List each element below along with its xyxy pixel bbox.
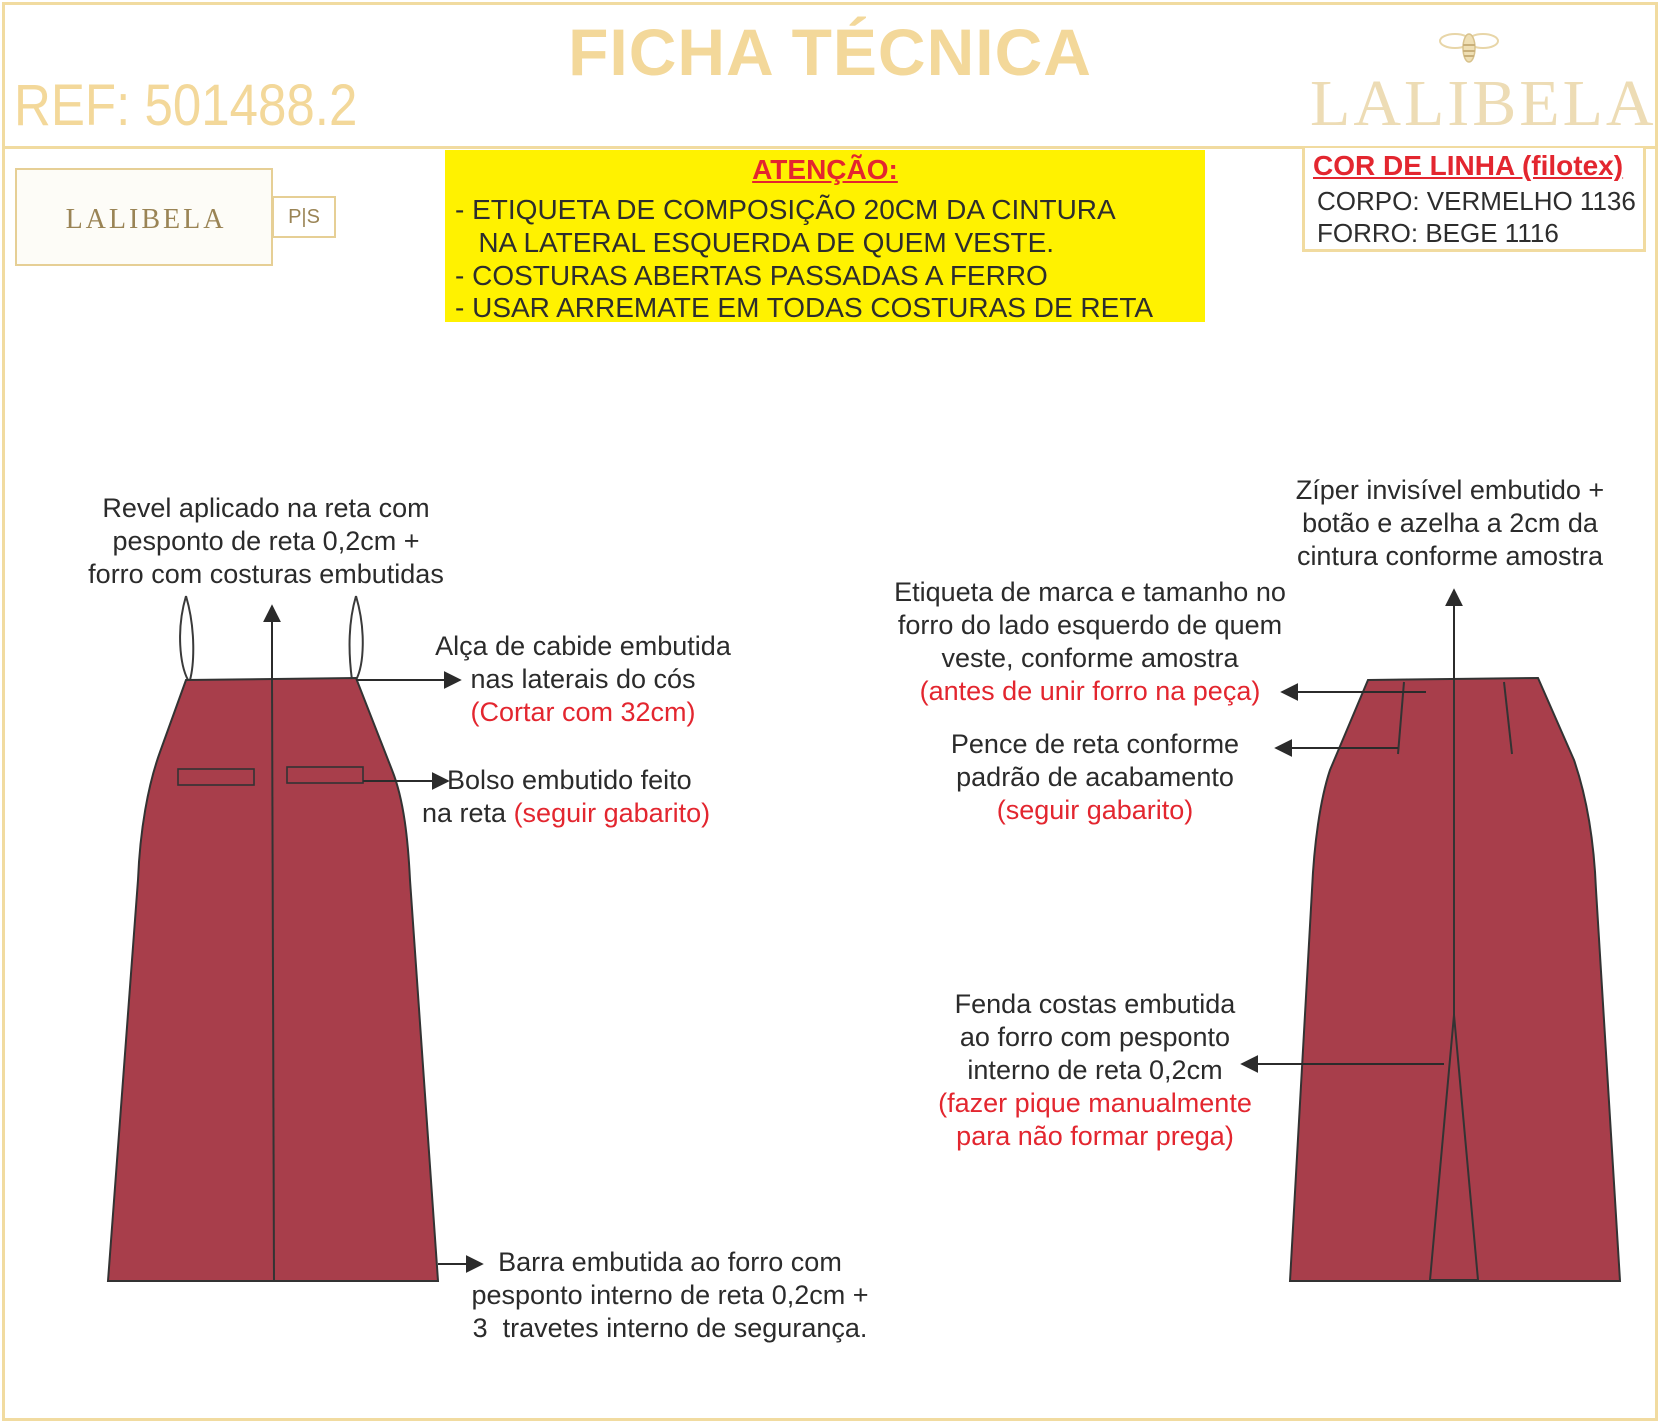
- note-line: Etiqueta de marca e tamanho no: [894, 577, 1286, 607]
- note-alca: [418, 630, 748, 729]
- brand-logo: LALIBELA: [1310, 67, 1657, 140]
- note-line: Barra embutida ao forro com: [498, 1247, 842, 1277]
- hanger-loop-left: [180, 596, 188, 680]
- attention-line: - COSTURAS ABERTAS PASSADAS A FERRO: [455, 260, 1048, 291]
- note-line-red: (seguir gabarito): [996, 795, 1194, 825]
- attention-title: ATENÇÃO:: [752, 154, 898, 185]
- front-skirt: [108, 596, 438, 1281]
- back-skirt: [1290, 678, 1620, 1281]
- thread-color-body: CORPO: VERMELHO 1136: [1317, 186, 1636, 216]
- attention-line: - USAR ARREMATE EM TODAS COSTURAS DE RETA: [455, 292, 1154, 323]
- note-line-red: para não formar prega): [956, 1121, 1234, 1151]
- note-line: padrão de acabamento: [956, 762, 1234, 792]
- note-line-red: (fazer pique manualmente: [938, 1088, 1252, 1118]
- note-line: nas laterais do cós: [470, 664, 696, 694]
- note-line-red: (seguir gabarito): [513, 798, 711, 828]
- thread-color-title: COR DE LINHA (filotex): [1313, 150, 1624, 181]
- note-line: Zíper invisível embutido +: [1295, 475, 1605, 505]
- note-line: Fenda costas embutida: [954, 989, 1236, 1019]
- note-line: Pence de reta conforme: [950, 729, 1240, 759]
- note-line: pesponto de reta 0,2cm +: [112, 526, 420, 556]
- note-line: forro com costuras embutidas: [88, 559, 444, 589]
- note-line-red: (Cortar com 32cm): [470, 697, 696, 727]
- note-line: cintura conforme amostra: [1296, 541, 1604, 571]
- note-bolso: [422, 764, 710, 830]
- note-line-red: (antes de unir forro na peça): [919, 676, 1261, 706]
- note-line: 3 travetes interno de segurança.: [472, 1313, 868, 1343]
- attention-line: NA LATERAL ESQUERDA DE QUEM VESTE.: [455, 227, 1055, 258]
- note-line: ao forro com pesponto: [959, 1022, 1231, 1052]
- note-line: pesponto interno de reta 0,2cm +: [471, 1280, 869, 1310]
- note-line: na reta: [422, 798, 514, 828]
- note-pence: [920, 728, 1270, 827]
- tag-brand-name: LALIBELA: [65, 204, 227, 235]
- note-line: Revel aplicado na reta com: [102, 493, 430, 523]
- page-title: FICHA TÉCNICA: [568, 15, 1092, 89]
- note-etiqueta: [880, 576, 1300, 708]
- attention-line: - ETIQUETA DE COMPOSIÇÃO 20CM DA CINTURA: [455, 194, 1116, 225]
- note-barra: [450, 1246, 890, 1345]
- note-ziper: [1270, 474, 1630, 573]
- note-line-mixed: [422, 797, 710, 830]
- note-line: botão e azelha a 2cm da: [1302, 508, 1598, 538]
- tag-size: P|S: [272, 196, 336, 238]
- note-line: forro do lado esquerdo de quem: [897, 610, 1283, 640]
- note-line: Alça de cabide embutida: [435, 631, 731, 661]
- reference-code: REF: 501488.2: [14, 73, 358, 138]
- note-line: Bolso embutido feito: [447, 765, 692, 795]
- thread-color-lining: FORRO: BEGE 1116: [1317, 218, 1559, 248]
- note-line: veste, conforme amostra: [941, 643, 1239, 673]
- note-line: interno de reta 0,2cm: [967, 1055, 1223, 1085]
- note-fenda: [920, 988, 1270, 1153]
- hanger-loop-right: [350, 596, 357, 680]
- note-revel: [66, 492, 466, 591]
